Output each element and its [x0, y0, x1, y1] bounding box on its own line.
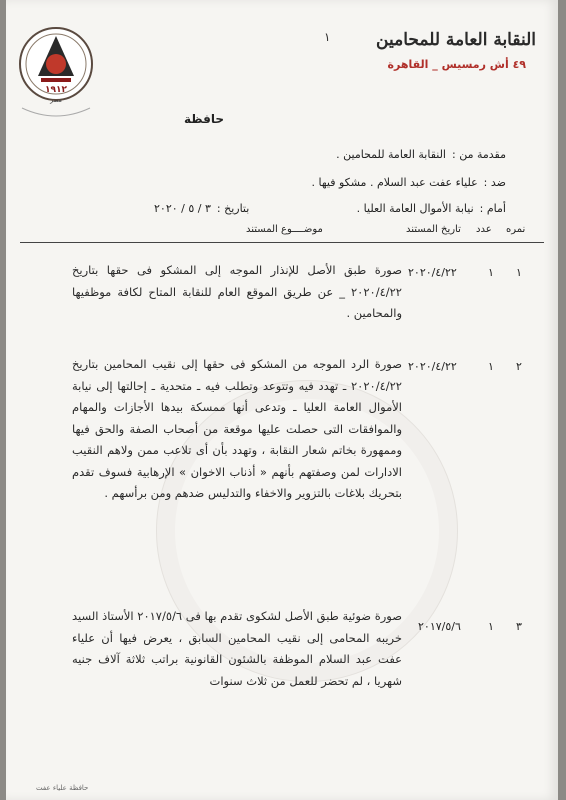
row-3-count: ١: [488, 620, 494, 633]
row-3-number: ٣: [516, 620, 522, 633]
submitted-by-label: مقدمة من :: [452, 148, 506, 161]
column-header-subject: موضــــوع المستند: [246, 224, 323, 235]
row-2-count: ١: [488, 360, 494, 373]
row-2-subject: صورة الرد الموجه من المشكو فى حقها إلى نقيب المحامين بتاريخ ٢٠٢٠/٤/٢٢ ـ تهدد فيه وتتوعد وتطلب فيه ـ متحدية ـ إحالتها إلى نيابة الأموال العامة العليا ـ وتدعى أنها ممسكة بيدها الأجازات والمهام والموافقات التى حصلت عليها موقعة من أصحاب الصفة والحق فيها وممهورة بخاتم شعار النقابة ، وتهدد بأن أى تلاعب ممن ولاهم النقيب الادارات لمن وصفتهم بأنهم « أذناب الاخوان » الإرهابية فسوف تقدم بتحريك بلاغات بالتزوير والاخفاء والتدليس ضدهم ومن برأسهم .: [72, 357, 402, 500]
header-address: ٤٩ أش رمسيس _ القاهرة: [387, 58, 526, 71]
row-1-date: ٢٠٢٠/٤/٢٢: [408, 266, 457, 279]
row-1-count: ١: [488, 266, 494, 279]
footer-note: حافظة علياء عفت: [36, 784, 89, 792]
column-header-date: تاريخ المستند: [406, 224, 461, 235]
row-3-date: ٢٠١٧/٥/٦: [418, 620, 461, 633]
document-date: [154, 202, 249, 215]
against-label: ضد :: [483, 176, 506, 189]
column-header-number: نمره: [506, 224, 526, 235]
header-title: النقابة العامة للمحامين: [376, 30, 536, 50]
row-3-subject: صورة ضوئية طبق الأصل لشكوى تقدم بها فى ٢٠١٧/٥/٦ الأستاذ السيد خريبه المحامى إلى نقيب المحامين السابق ، يعرض فيها أن علياء عفت عبد السلام الموظفة بالشئون القانونية براتب ثلاثة آلاف جنيه شهريا ، لم تحضر للعمل من ثلاث سنوات: [72, 609, 402, 688]
document-title: حافظة: [184, 112, 224, 126]
logo-year: ١٩١٢: [45, 85, 67, 95]
before-line: [357, 202, 506, 215]
header-rule: [20, 242, 544, 243]
logo-city: مصر: [50, 97, 62, 104]
page-number: ١: [324, 30, 331, 44]
document-page: [6, 0, 558, 800]
row-2-date: ٢٠٢٠/٤/٢٢: [408, 360, 457, 373]
against-line: [312, 176, 507, 189]
date-label: بتاريخ :: [216, 202, 250, 215]
submitted-by-line: [336, 148, 506, 161]
syndicate-logo: [16, 14, 96, 124]
row-1-subject: صورة طبق الأصل للإنذار الموجه إلى المشكو فى حقها بتاريخ ٢٠٢٠/٤/٢٢ _ عن طريق الموقع العام للنقابة المتاح لكافة موظفيها والمحامين .: [72, 263, 402, 320]
before-value: نيابة الأموال العامة العليا .: [356, 202, 474, 215]
row-1-number: ١: [516, 266, 522, 279]
against-value: علياء عفت عبد السلام . مشكو فيها .: [311, 176, 478, 189]
date-value: ٣ / ٥ / ٢٠٢٠: [154, 202, 211, 215]
row-2-number: ٢: [516, 360, 522, 373]
before-label: أمام :: [479, 202, 506, 215]
column-header-count: عدد: [476, 224, 492, 235]
submitted-by-value: النقابة العامة للمحامين .: [336, 148, 446, 161]
